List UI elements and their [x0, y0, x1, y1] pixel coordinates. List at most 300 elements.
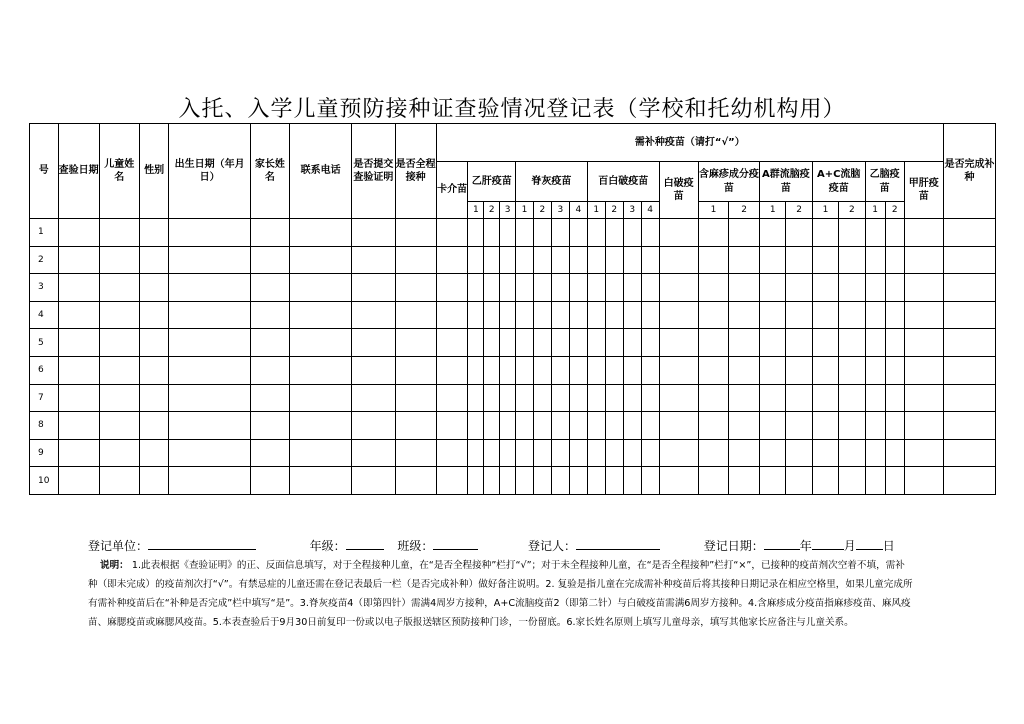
table-cell[interactable]: [943, 467, 995, 495]
table-cell[interactable]: [885, 384, 904, 412]
table-cell[interactable]: [569, 412, 587, 440]
table-cell[interactable]: [812, 439, 838, 467]
table-cell[interactable]: [436, 356, 468, 384]
table-cell[interactable]: [436, 219, 468, 247]
table-cell[interactable]: [139, 384, 169, 412]
table-cell[interactable]: [515, 412, 533, 440]
table-cell[interactable]: [484, 439, 500, 467]
year-field[interactable]: [764, 537, 800, 550]
table-cell[interactable]: [587, 412, 605, 440]
table-cell[interactable]: [289, 274, 351, 302]
table-cell[interactable]: [759, 274, 785, 302]
table-cell[interactable]: [729, 246, 760, 274]
table-cell[interactable]: [659, 356, 698, 384]
table-cell[interactable]: [569, 329, 587, 357]
table-cell[interactable]: [605, 467, 623, 495]
table-cell[interactable]: [786, 219, 812, 247]
table-cell[interactable]: [885, 274, 904, 302]
table-cell[interactable]: [58, 246, 99, 274]
table-cell[interactable]: [169, 384, 250, 412]
table-cell[interactable]: [99, 384, 139, 412]
table-cell[interactable]: [352, 467, 395, 495]
table-cell[interactable]: [500, 412, 516, 440]
table-cell[interactable]: [839, 439, 865, 467]
table-cell[interactable]: [641, 274, 659, 302]
table-cell[interactable]: [865, 467, 885, 495]
table-cell[interactable]: [885, 329, 904, 357]
table-cell[interactable]: [533, 246, 551, 274]
table-cell[interactable]: [436, 329, 468, 357]
table-cell[interactable]: [484, 356, 500, 384]
table-cell[interactable]: [58, 274, 99, 302]
table-cell[interactable]: [786, 439, 812, 467]
table-cell[interactable]: [698, 384, 729, 412]
table-cell[interactable]: [169, 412, 250, 440]
table-cell[interactable]: [623, 219, 641, 247]
table-cell[interactable]: [759, 301, 785, 329]
table-cell[interactable]: [623, 384, 641, 412]
table-cell[interactable]: [759, 384, 785, 412]
table-cell[interactable]: [587, 274, 605, 302]
table-cell[interactable]: [786, 246, 812, 274]
table-cell[interactable]: [436, 274, 468, 302]
table-cell[interactable]: [587, 301, 605, 329]
table-cell[interactable]: [468, 412, 484, 440]
table-cell[interactable]: [605, 301, 623, 329]
table-cell[interactable]: [436, 246, 468, 274]
table-cell[interactable]: [605, 439, 623, 467]
table-cell[interactable]: [641, 246, 659, 274]
table-cell[interactable]: [605, 384, 623, 412]
table-cell[interactable]: [533, 412, 551, 440]
table-cell[interactable]: [605, 356, 623, 384]
table-cell[interactable]: [865, 274, 885, 302]
table-cell[interactable]: [551, 467, 569, 495]
table-cell[interactable]: [812, 412, 838, 440]
table-cell[interactable]: [169, 467, 250, 495]
table-cell[interactable]: [659, 384, 698, 412]
table-cell[interactable]: [839, 467, 865, 495]
table-cell[interactable]: [786, 384, 812, 412]
table-cell[interactable]: [169, 274, 250, 302]
table-cell[interactable]: [551, 384, 569, 412]
table-cell[interactable]: [515, 467, 533, 495]
table-cell[interactable]: [605, 219, 623, 247]
table-cell[interactable]: [641, 329, 659, 357]
table-cell[interactable]: [623, 467, 641, 495]
table-cell[interactable]: [729, 439, 760, 467]
table-cell[interactable]: [605, 274, 623, 302]
table-cell[interactable]: [569, 301, 587, 329]
table-cell[interactable]: [484, 246, 500, 274]
table-cell[interactable]: [551, 439, 569, 467]
table-cell[interactable]: [759, 219, 785, 247]
table-cell[interactable]: [551, 329, 569, 357]
table-cell[interactable]: [659, 301, 698, 329]
table-cell[interactable]: [500, 329, 516, 357]
table-cell[interactable]: [515, 246, 533, 274]
table-cell[interactable]: [58, 467, 99, 495]
table-cell[interactable]: [839, 301, 865, 329]
table-cell[interactable]: [904, 246, 943, 274]
table-cell[interactable]: [904, 274, 943, 302]
table-cell[interactable]: [786, 412, 812, 440]
table-cell[interactable]: [436, 384, 468, 412]
table-cell[interactable]: [500, 301, 516, 329]
table-cell[interactable]: [812, 329, 838, 357]
table-cell[interactable]: [436, 467, 468, 495]
table-cell[interactable]: [812, 274, 838, 302]
table-cell[interactable]: [569, 219, 587, 247]
table-cell[interactable]: [865, 246, 885, 274]
table-cell[interactable]: [99, 467, 139, 495]
table-cell[interactable]: [885, 439, 904, 467]
table-cell[interactable]: [500, 467, 516, 495]
table-cell[interactable]: [289, 467, 351, 495]
table-cell[interactable]: [395, 384, 436, 412]
table-cell[interactable]: [812, 246, 838, 274]
table-cell[interactable]: [289, 356, 351, 384]
table-cell[interactable]: [865, 356, 885, 384]
table-cell[interactable]: [533, 219, 551, 247]
table-cell[interactable]: [943, 246, 995, 274]
table-cell[interactable]: [943, 274, 995, 302]
table-cell[interactable]: [623, 246, 641, 274]
table-cell[interactable]: [500, 384, 516, 412]
table-cell[interactable]: [468, 219, 484, 247]
table-cell[interactable]: [569, 439, 587, 467]
table-cell[interactable]: [533, 467, 551, 495]
table-cell[interactable]: [812, 219, 838, 247]
table-cell[interactable]: [58, 219, 99, 247]
table-cell[interactable]: [352, 412, 395, 440]
table-cell[interactable]: [436, 412, 468, 440]
table-cell[interactable]: [641, 301, 659, 329]
table-cell[interactable]: [250, 439, 289, 467]
table-cell[interactable]: [58, 329, 99, 357]
table-cell[interactable]: [587, 356, 605, 384]
table-cell[interactable]: [139, 439, 169, 467]
table-cell[interactable]: [395, 467, 436, 495]
table-cell[interactable]: [698, 412, 729, 440]
table-cell[interactable]: [515, 356, 533, 384]
table-cell[interactable]: [99, 246, 139, 274]
table-cell[interactable]: [169, 301, 250, 329]
table-cell[interactable]: [99, 274, 139, 302]
table-cell[interactable]: [729, 274, 760, 302]
table-cell[interactable]: [289, 412, 351, 440]
table-cell[interactable]: [500, 439, 516, 467]
table-cell[interactable]: [484, 301, 500, 329]
table-cell[interactable]: [169, 329, 250, 357]
table-cell[interactable]: [904, 219, 943, 247]
table-cell[interactable]: [58, 356, 99, 384]
table-cell[interactable]: [515, 274, 533, 302]
table-cell[interactable]: [515, 301, 533, 329]
unit-field[interactable]: [148, 537, 256, 550]
table-cell[interactable]: [885, 467, 904, 495]
table-cell[interactable]: [943, 219, 995, 247]
grade-field[interactable]: [346, 537, 384, 550]
table-cell[interactable]: [904, 384, 943, 412]
class-field[interactable]: [433, 537, 478, 550]
table-cell[interactable]: [468, 246, 484, 274]
table-cell[interactable]: [250, 467, 289, 495]
table-cell[interactable]: [250, 219, 289, 247]
table-cell[interactable]: [468, 467, 484, 495]
table-cell[interactable]: [729, 301, 760, 329]
table-cell[interactable]: [587, 384, 605, 412]
table-cell[interactable]: [885, 356, 904, 384]
table-cell[interactable]: [352, 219, 395, 247]
table-cell[interactable]: [659, 412, 698, 440]
table-cell[interactable]: [605, 412, 623, 440]
table-cell[interactable]: [659, 274, 698, 302]
table-cell[interactable]: [139, 412, 169, 440]
table-cell[interactable]: [839, 274, 865, 302]
table-cell[interactable]: [99, 439, 139, 467]
table-cell[interactable]: [698, 246, 729, 274]
table-cell[interactable]: [352, 356, 395, 384]
table-cell[interactable]: [500, 274, 516, 302]
table-cell[interactable]: [352, 384, 395, 412]
table-cell[interactable]: [943, 301, 995, 329]
table-cell[interactable]: [786, 329, 812, 357]
table-cell[interactable]: [533, 356, 551, 384]
table-cell[interactable]: [58, 301, 99, 329]
table-cell[interactable]: [515, 329, 533, 357]
table-cell[interactable]: [641, 356, 659, 384]
table-cell[interactable]: [839, 246, 865, 274]
table-cell[interactable]: [395, 412, 436, 440]
table-cell[interactable]: [468, 301, 484, 329]
table-cell[interactable]: [58, 439, 99, 467]
table-cell[interactable]: [641, 219, 659, 247]
table-cell[interactable]: [698, 301, 729, 329]
table-cell[interactable]: [839, 412, 865, 440]
table-cell[interactable]: [623, 301, 641, 329]
table-cell[interactable]: [395, 274, 436, 302]
table-cell[interactable]: [904, 467, 943, 495]
table-cell[interactable]: [812, 301, 838, 329]
table-cell[interactable]: [623, 412, 641, 440]
table-cell[interactable]: [395, 329, 436, 357]
table-cell[interactable]: [943, 439, 995, 467]
table-cell[interactable]: [139, 467, 169, 495]
table-cell[interactable]: [786, 356, 812, 384]
table-cell[interactable]: [500, 356, 516, 384]
table-cell[interactable]: [812, 467, 838, 495]
table-cell[interactable]: [250, 274, 289, 302]
table-cell[interactable]: [729, 219, 760, 247]
table-cell[interactable]: [786, 274, 812, 302]
table-cell[interactable]: [436, 301, 468, 329]
table-cell[interactable]: [659, 219, 698, 247]
table-cell[interactable]: [352, 246, 395, 274]
table-cell[interactable]: [865, 412, 885, 440]
table-cell[interactable]: [698, 439, 729, 467]
month-field[interactable]: [812, 537, 844, 550]
table-cell[interactable]: [698, 356, 729, 384]
table-cell[interactable]: [99, 219, 139, 247]
table-cell[interactable]: [904, 301, 943, 329]
table-cell[interactable]: [436, 439, 468, 467]
table-cell[interactable]: [659, 246, 698, 274]
table-cell[interactable]: [169, 246, 250, 274]
table-cell[interactable]: [587, 329, 605, 357]
table-cell[interactable]: [659, 329, 698, 357]
registrar-field[interactable]: [576, 537, 660, 550]
table-cell[interactable]: [904, 329, 943, 357]
table-cell[interactable]: [139, 301, 169, 329]
table-cell[interactable]: [515, 439, 533, 467]
table-cell[interactable]: [352, 301, 395, 329]
table-cell[interactable]: [587, 246, 605, 274]
table-cell[interactable]: [484, 329, 500, 357]
table-cell[interactable]: [839, 219, 865, 247]
table-cell[interactable]: [395, 301, 436, 329]
table-cell[interactable]: [865, 384, 885, 412]
table-cell[interactable]: [698, 329, 729, 357]
table-cell[interactable]: [533, 439, 551, 467]
table-cell[interactable]: [839, 384, 865, 412]
table-cell[interactable]: [551, 356, 569, 384]
table-cell[interactable]: [352, 329, 395, 357]
table-cell[interactable]: [786, 301, 812, 329]
table-cell[interactable]: [729, 412, 760, 440]
table-cell[interactable]: [468, 274, 484, 302]
table-cell[interactable]: [587, 467, 605, 495]
table-cell[interactable]: [500, 219, 516, 247]
table-cell[interactable]: [551, 412, 569, 440]
table-cell[interactable]: [289, 301, 351, 329]
table-cell[interactable]: [698, 467, 729, 495]
table-cell[interactable]: [352, 274, 395, 302]
table-cell[interactable]: [729, 384, 760, 412]
table-cell[interactable]: [395, 439, 436, 467]
day-field[interactable]: [856, 537, 883, 550]
table-cell[interactable]: [812, 356, 838, 384]
table-cell[interactable]: [812, 384, 838, 412]
table-cell[interactable]: [865, 219, 885, 247]
table-cell[interactable]: [885, 219, 904, 247]
table-cell[interactable]: [839, 356, 865, 384]
table-cell[interactable]: [759, 412, 785, 440]
table-cell[interactable]: [139, 246, 169, 274]
table-cell[interactable]: [58, 384, 99, 412]
table-cell[interactable]: [99, 301, 139, 329]
table-cell[interactable]: [641, 439, 659, 467]
table-cell[interactable]: [865, 439, 885, 467]
table-cell[interactable]: [468, 439, 484, 467]
table-cell[interactable]: [352, 439, 395, 467]
table-cell[interactable]: [533, 384, 551, 412]
table-cell[interactable]: [759, 356, 785, 384]
table-cell[interactable]: [484, 274, 500, 302]
table-cell[interactable]: [943, 356, 995, 384]
table-cell[interactable]: [139, 219, 169, 247]
table-cell[interactable]: [569, 384, 587, 412]
table-cell[interactable]: [250, 329, 289, 357]
table-cell[interactable]: [587, 219, 605, 247]
table-cell[interactable]: [885, 301, 904, 329]
table-cell[interactable]: [759, 329, 785, 357]
table-cell[interactable]: [551, 274, 569, 302]
table-cell[interactable]: [641, 467, 659, 495]
table-cell[interactable]: [759, 246, 785, 274]
table-cell[interactable]: [943, 412, 995, 440]
table-cell[interactable]: [250, 356, 289, 384]
table-cell[interactable]: [58, 412, 99, 440]
table-cell[interactable]: [729, 356, 760, 384]
table-cell[interactable]: [641, 412, 659, 440]
table-cell[interactable]: [99, 356, 139, 384]
table-cell[interactable]: [289, 384, 351, 412]
table-cell[interactable]: [169, 356, 250, 384]
table-cell[interactable]: [904, 356, 943, 384]
table-cell[interactable]: [250, 384, 289, 412]
table-cell[interactable]: [943, 329, 995, 357]
table-cell[interactable]: [139, 356, 169, 384]
table-cell[interactable]: [759, 467, 785, 495]
table-cell[interactable]: [641, 384, 659, 412]
table-cell[interactable]: [943, 384, 995, 412]
table-cell[interactable]: [569, 356, 587, 384]
table-cell[interactable]: [569, 274, 587, 302]
table-cell[interactable]: [289, 329, 351, 357]
table-cell[interactable]: [395, 356, 436, 384]
table-cell[interactable]: [786, 467, 812, 495]
table-cell[interactable]: [250, 412, 289, 440]
table-cell[interactable]: [468, 329, 484, 357]
table-cell[interactable]: [99, 329, 139, 357]
table-cell[interactable]: [865, 329, 885, 357]
table-cell[interactable]: [587, 439, 605, 467]
table-cell[interactable]: [484, 219, 500, 247]
table-cell[interactable]: [484, 467, 500, 495]
table-cell[interactable]: [551, 301, 569, 329]
table-cell[interactable]: [468, 356, 484, 384]
table-cell[interactable]: [169, 219, 250, 247]
table-cell[interactable]: [659, 467, 698, 495]
table-cell[interactable]: [623, 274, 641, 302]
table-cell[interactable]: [865, 301, 885, 329]
table-cell[interactable]: [569, 246, 587, 274]
table-cell[interactable]: [605, 246, 623, 274]
table-cell[interactable]: [698, 274, 729, 302]
table-cell[interactable]: [569, 467, 587, 495]
table-cell[interactable]: [885, 412, 904, 440]
table-cell[interactable]: [484, 412, 500, 440]
table-cell[interactable]: [515, 219, 533, 247]
table-cell[interactable]: [289, 439, 351, 467]
table-cell[interactable]: [551, 219, 569, 247]
table-cell[interactable]: [250, 301, 289, 329]
table-cell[interactable]: [139, 329, 169, 357]
table-cell[interactable]: [759, 439, 785, 467]
table-cell[interactable]: [533, 274, 551, 302]
table-cell[interactable]: [169, 439, 250, 467]
table-cell[interactable]: [468, 384, 484, 412]
table-cell[interactable]: [99, 412, 139, 440]
table-cell[interactable]: [250, 246, 289, 274]
table-cell[interactable]: [623, 439, 641, 467]
table-cell[interactable]: [500, 246, 516, 274]
table-cell[interactable]: [729, 329, 760, 357]
table-cell[interactable]: [698, 219, 729, 247]
table-cell[interactable]: [839, 329, 865, 357]
table-cell[interactable]: [904, 412, 943, 440]
